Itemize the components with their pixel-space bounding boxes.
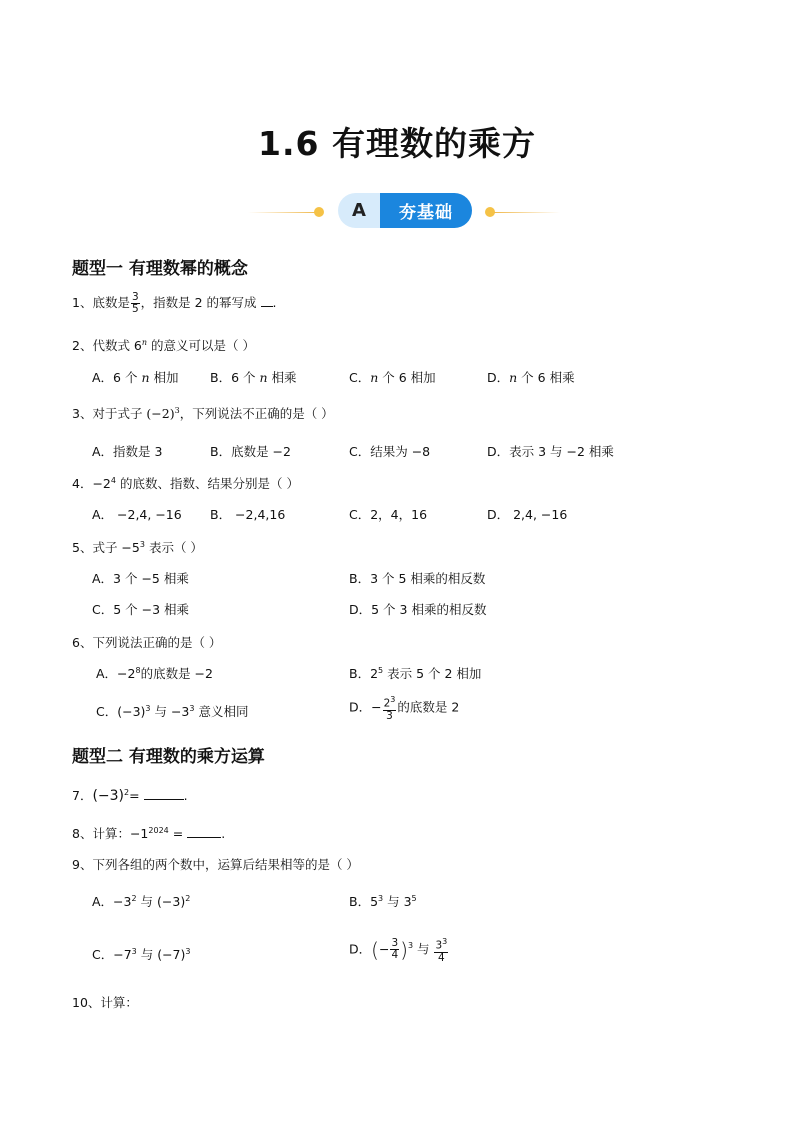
question-5: 5、式子 $-5^3$ 表示（ ） [72, 539, 203, 555]
section-badge [338, 193, 472, 228]
q6-option-d[interactable]: D．− $\frac{2^3}{3}$ 的底数是 2 [349, 695, 460, 722]
q5-option-a[interactable]: A．3 个 −5 相乘 [92, 571, 189, 586]
answer-blank[interactable] [144, 799, 184, 800]
question-7: 7．$(-3)^2=$ . [72, 787, 188, 804]
answer-blank[interactable] [261, 306, 273, 307]
question-9: 9、下列各组的两个数中，运算后结果相等的是（ ） [72, 857, 359, 872]
q3-option-b[interactable]: B．底数是 −2 [210, 444, 291, 459]
q2-option-a[interactable]: A．6 个 n 相加 [92, 370, 179, 385]
q6-option-a[interactable]: A．$-2^8$的底数是 −2 [96, 665, 213, 681]
q5-option-b[interactable]: B．3 个 5 相乘的相反数 [349, 571, 486, 586]
question-3: 3、对于式子 $(-2)^3$，下列说法不正确的是（ ） [72, 405, 334, 421]
q5-option-c[interactable]: C．5 个 −3 相乘 [92, 602, 190, 617]
question-8: 8、计算：$-1^{2024}$ = . [72, 825, 226, 841]
q2-option-d[interactable]: D．n 个 6 相乘 [487, 370, 575, 385]
question-4: 4．$-2^4$ 的底数、指数、结果分别是（ ） [72, 475, 299, 491]
fraction-3-5: $\frac{3}{5}$ [131, 291, 139, 315]
question-1: 1、底数是 $\frac{3}{5}$ ，指数是 2 的幂写成 . [72, 291, 277, 315]
q6-option-c[interactable]: C．$(-3)^3$ 与 $-3^3$ 意义相同 [96, 703, 249, 719]
q2-option-b[interactable]: B．6 个 n 相乘 [210, 370, 297, 385]
q9-option-d[interactable]: D．(− $\frac{3}{4}$ )$^3$ 与 $\frac{3^3}{4}$ [349, 937, 448, 964]
badge-line-left [248, 212, 318, 213]
page-title: 1.6 有理数的乘方 [258, 124, 536, 163]
question-6: 6、下列说法正确的是（ ） [72, 635, 222, 650]
q9-option-c[interactable]: C．$-7^3$ 与 $(-7)^3$ [92, 946, 191, 962]
section-heading-1: 题型一 有理数幂的概念 [72, 259, 248, 279]
q9-option-b[interactable]: B．$5^3$ 与 $3^5$ [349, 893, 417, 909]
q4-option-d[interactable]: D． 2,4, −16 [487, 507, 568, 522]
badge-line-right [494, 212, 560, 213]
question-10: 10、计算： [72, 995, 138, 1010]
q9-option-a[interactable]: A．$-3^2$ 与 $(-3)^2$ [92, 893, 191, 909]
q4-option-a[interactable]: A． −2,4, −16 [92, 507, 182, 522]
answer-blank[interactable] [187, 837, 221, 838]
question-2: 2、代数式 6$^n$ 的意义可以是（ ） [72, 337, 255, 353]
q3-option-c[interactable]: C．结果为 −8 [349, 444, 431, 459]
q5-option-d[interactable]: D．5 个 3 相乘的相反数 [349, 602, 487, 617]
section-heading-2: 题型二 有理数的乘方运算 [72, 747, 265, 767]
q3-option-a[interactable]: A．指数是 3 [92, 444, 163, 459]
q4-option-b[interactable]: B． −2,4,16 [210, 507, 286, 522]
fraction-3cubed-4: $\frac{3^3}{4}$ [435, 937, 448, 964]
q6-option-b[interactable]: B．$2^5$ 表示 5 个 2 相加 [349, 665, 482, 681]
badge-text: 夯基础 [380, 193, 472, 228]
badge-dot-left [314, 207, 324, 217]
badge-letter: A [338, 193, 380, 228]
q4-option-c[interactable]: C．2，4，16 [349, 507, 428, 522]
q3-option-d[interactable]: D．表示 3 与 −2 相乘 [487, 444, 614, 459]
fraction-2cubed-3: $\frac{2^3}{3}$ [383, 695, 396, 722]
fraction-3-4: $\frac{3}{4}$ [391, 937, 399, 962]
q2-option-c[interactable]: C．n 个 6 相加 [349, 370, 436, 385]
